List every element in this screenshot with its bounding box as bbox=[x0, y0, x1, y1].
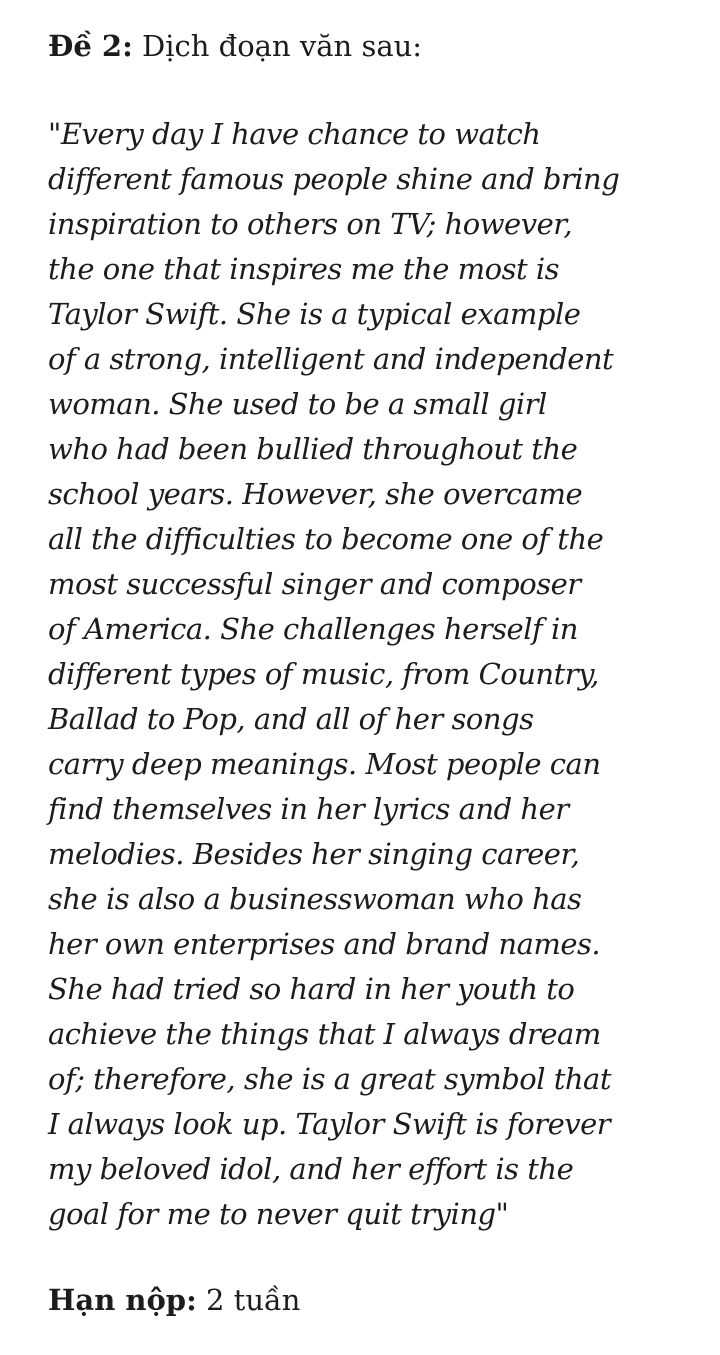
assignment-instruction: Dịch đoạn văn sau: bbox=[132, 29, 423, 63]
passage-line: of America. She challenges herself in bbox=[48, 612, 578, 646]
passage-line: She had tried so hard in her youth to bbox=[48, 972, 575, 1006]
passage-line: most successful singer and composer bbox=[48, 567, 581, 601]
passage-line: she is also a businesswoman who has bbox=[48, 882, 582, 916]
passage-line: I always look up. Taylor Swift is forever bbox=[48, 1107, 611, 1141]
deadline-value: 2 tuần bbox=[196, 1283, 301, 1317]
passage-line: Taylor Swift. She is a typical example bbox=[48, 297, 581, 331]
passage-line: who had been bullied throughout the bbox=[48, 432, 578, 466]
deadline-label: Hạn nộp: bbox=[48, 1283, 197, 1317]
passage-line: melodies. Besides her singing career, bbox=[48, 837, 580, 871]
passage-line: my beloved idol, and her effort is the bbox=[48, 1152, 574, 1186]
passage-line: woman. She used to be a small girl bbox=[48, 387, 547, 421]
passage-line: school years. However, she overcame bbox=[48, 477, 583, 511]
passage-line: of; therefore, she is a great symbol that bbox=[48, 1062, 611, 1096]
passage-line: her own enterprises and brand names. bbox=[48, 927, 601, 961]
passage-line: achieve the things that I always dream bbox=[48, 1017, 601, 1051]
passage-line: goal for me to never quit trying" bbox=[48, 1197, 509, 1231]
passage-line: of a strong, intelligent and independent bbox=[48, 342, 614, 376]
passage-line: carry deep meanings. Most people can bbox=[48, 747, 601, 781]
passage-line: different types of music, from Country, bbox=[48, 657, 599, 691]
passage-text bbox=[48, 112, 619, 1237]
passage-line: find themselves in her lyrics and her bbox=[48, 792, 569, 826]
assignment-heading bbox=[48, 26, 422, 66]
passage-line: Ballad to Pop, and all of her songs bbox=[48, 702, 534, 736]
passage-line: inspiration to others on TV; however, bbox=[48, 207, 573, 241]
deadline bbox=[48, 1280, 300, 1320]
passage-line: "Every day I have chance to watch bbox=[48, 117, 541, 151]
passage-line: the one that inspires me the most is bbox=[48, 252, 559, 286]
passage-line: different famous people shine and bring bbox=[48, 162, 620, 196]
assignment-number-label: Đề 2: bbox=[48, 29, 133, 63]
passage-line: all the difficulties to become one of the bbox=[48, 522, 604, 556]
